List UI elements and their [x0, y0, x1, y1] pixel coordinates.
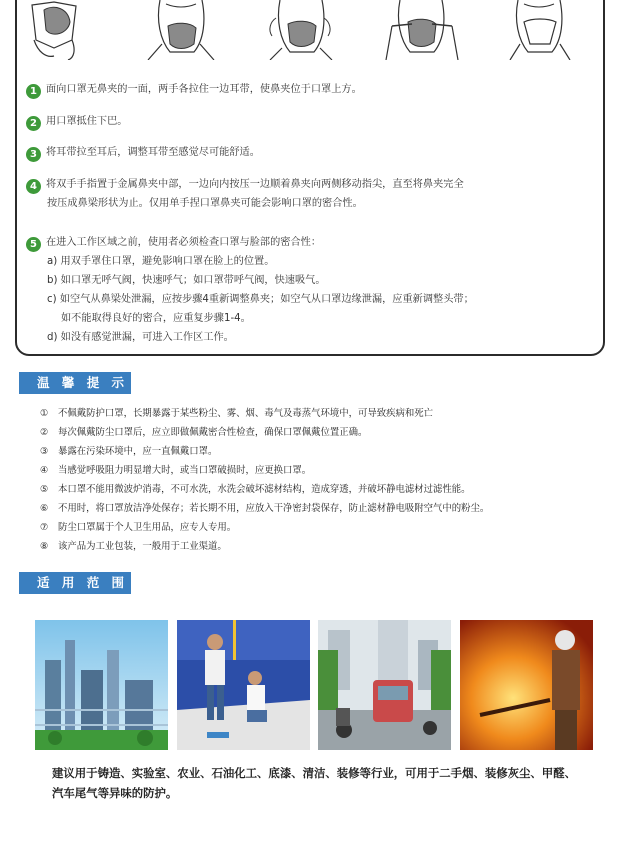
- tip-text: 本口罩不能用微波炉消毒，不可水洗，水洗会破坏滤材结构，造成穿透，并破坏静电滤材过滤性能。: [58, 484, 471, 495]
- step-number-badge: 2: [26, 116, 41, 131]
- tip-number: ⑧: [40, 541, 49, 552]
- scope-description: 建议用于铸造、实验室、农业、石油化工、底漆、清洁、装修等行业，可用于二手烟、装修灰尘、甲醛、汽车尾气等异味的防护。: [52, 766, 576, 800]
- step-sub-c-continued: 如不能取得良好的密合，应重复步骤1-4。: [61, 313, 251, 324]
- tip-number: ⑤: [40, 484, 49, 495]
- step-sub-a: a) 用双手罩住口罩，避免影响口罩在脸上的位置。: [47, 256, 275, 267]
- step-number-badge: 4: [26, 179, 41, 194]
- tip-text: 该产品为工业包装，一般用于工业渠道。: [58, 541, 227, 552]
- petrochemical-plant-photo: [35, 620, 168, 750]
- step-sub-c: [26, 290, 586, 328]
- tip-text: 暴露在污染环境中，应一直佩戴口罩。: [58, 446, 218, 457]
- mask-hold-illustration: [24, 0, 104, 60]
- foundry-worker-photo: [460, 620, 593, 750]
- step-4: [26, 175, 586, 213]
- step-text: 将耳带拉至耳后，调整耳带至感觉尽可能舒适。: [46, 147, 260, 158]
- tips-heading: 温 馨 提 示: [19, 372, 131, 394]
- mask-strap-illustration: [262, 0, 342, 60]
- step-text-continued: 按压成鼻梁形状为止。仅用单手捏口罩鼻夹可能会影响口罩的密合性。: [47, 198, 363, 209]
- tip-text: 防尘口罩属于个人卫生用品，应专人专用。: [58, 522, 237, 533]
- painting-workers-photo: [177, 620, 310, 750]
- scope-heading: 适 用 范 围: [19, 572, 131, 594]
- tip-text: 不佩戴防护口罩，长期暴露于某些粉尘、雾、烟、毒气及毒蒸气环境中，可导致疾病和死亡: [58, 408, 434, 419]
- tip-number: ③: [40, 446, 49, 457]
- step-number-badge: 3: [26, 147, 41, 162]
- illustration-row: [24, 0, 590, 66]
- tip-item: [40, 442, 610, 461]
- step-number-badge: 5: [26, 237, 41, 252]
- application-photos: [35, 620, 595, 750]
- tip-number: ②: [40, 427, 49, 438]
- tip-number: ⑥: [40, 503, 49, 514]
- step-text: 在进入工作区域之前，使用者必须检查口罩与脸部的密合性：: [46, 237, 322, 248]
- tip-text: 不用时，将口罩放洁净处保存；若长期不用，应放入干净密封袋保存，防止滤材静电吸附空气中的粉尘。: [58, 503, 490, 514]
- step-number-badge: 1: [26, 84, 41, 99]
- tip-item: [40, 461, 610, 480]
- step-sub-b: b) 如口罩无呼气阀，快速呼气；如口罩带呼气阀，快速吸气。: [47, 275, 326, 286]
- tip-item: [40, 499, 610, 518]
- tip-item: [40, 518, 610, 537]
- step-3: [26, 143, 586, 162]
- tip-item: [40, 537, 610, 556]
- step-text: 面向口罩无鼻夹的一面，两手各拉住一边耳带，使鼻夹位于口罩上方。: [46, 84, 362, 95]
- step-1: [26, 80, 586, 99]
- step-sub-c-text: c) 如空气从鼻梁处泄漏，应按步骤4重新调整鼻夹；如空气从口罩边缘泄漏，应重新调整头带；: [47, 294, 474, 305]
- step-text: 用口罩抵住下巴。: [46, 116, 128, 127]
- tip-item: [40, 480, 610, 499]
- tip-text: 当感觉呼吸阻力明显增大时，或当口罩破损时，应更换口罩。: [58, 465, 312, 476]
- tip-item: [40, 423, 610, 442]
- mask-chin-illustration: [142, 0, 222, 60]
- step-5: [26, 233, 586, 347]
- step-sub-d: d) 如没有感觉泄漏，可进入工作区工作。: [47, 332, 234, 343]
- mask-seal-check-illustration: [500, 0, 580, 60]
- mask-nose-clip-illustration: [382, 0, 462, 60]
- tip-text: 每次佩戴防尘口罩后，应立即做佩戴密合性检查，确保口罩佩戴位置正确。: [58, 427, 368, 438]
- tip-number: ①: [40, 408, 49, 419]
- tips-list: [40, 404, 610, 556]
- tip-number: ④: [40, 465, 49, 476]
- tip-item: [40, 404, 610, 423]
- step-text: 将双手手指置于金属鼻夹中部，一边向内按压一边顺着鼻夹向两侧移动指尖，直至将鼻夹完全: [46, 179, 464, 190]
- street-traffic-photo: [318, 620, 451, 750]
- tip-number: ⑦: [40, 522, 49, 533]
- step-2: [26, 112, 586, 131]
